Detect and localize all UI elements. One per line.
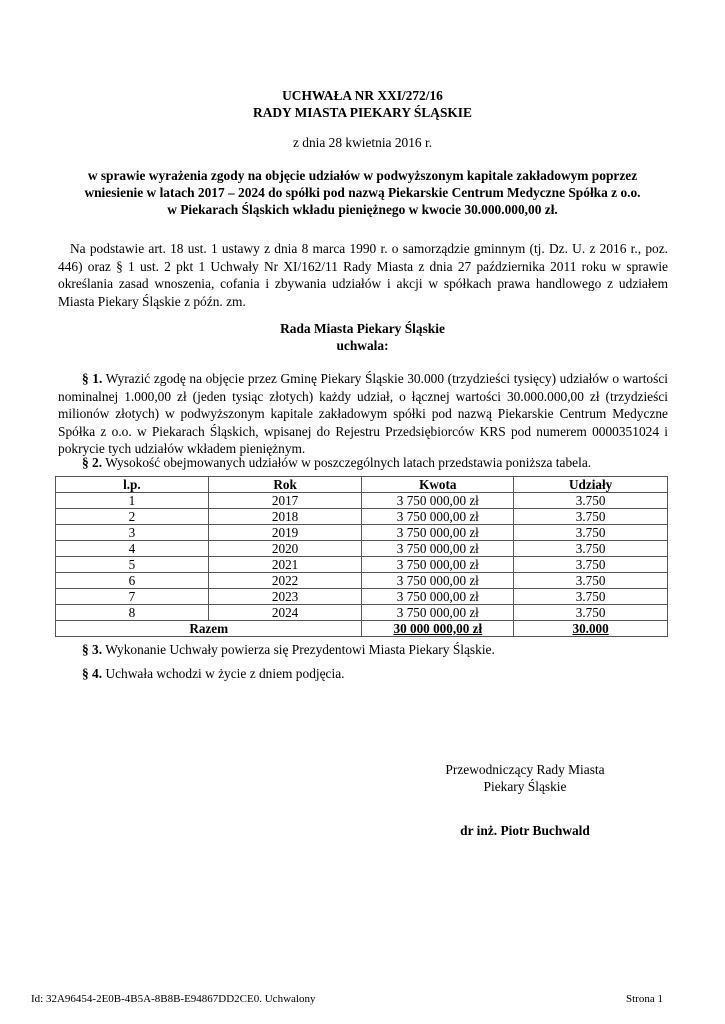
section-2-text: Wysokość obejmowanych udziałów w poszczególnych latach przedstawia poniższa tabela.: [102, 455, 592, 470]
subject-line-2: wniesienie w latach 2017 – 2024 do spółki pod nazwą Piekarskie Centrum Medyczne Spółka z o.o.: [84, 185, 641, 200]
table-total-row: [56, 621, 668, 637]
total-shares: [514, 621, 668, 637]
cell-shares: 3.750: [514, 557, 668, 573]
signatory-role: [400, 761, 650, 795]
cell-year: 2021: [208, 557, 362, 573]
section-1-text: Wyrazić zgodę na objęcie przez Gminę Piekary Śląskie 30.000 (trzydzieści tysięcy) udziałów o wartości nominalnej 1.000,00 zł (jeden tysiąc złotych) każdy udział, o łącznej wartości 30.000.000,00 zł (trzydzieści milionów złotych) w podwyższonym kapitale zakładowym spółki pod nazwą Piekarskie Centrum Medyczne Spółka z o.o. w Piekarach Śląskich, wpisanej do Rejestru Przedsiębiorców KRS pod numerem 0000351024 i pokrycie tych udziałów wkładem pieniężnym.: [58, 371, 669, 456]
cell-year: 2017: [208, 493, 362, 509]
resolution-title: [0, 87, 725, 121]
cell-amount: 3 750 000,00 zł: [362, 525, 514, 541]
header-shares: Udziały: [514, 477, 668, 493]
cell-amount: 3 750 000,00 zł: [362, 509, 514, 525]
table-row: [56, 605, 668, 621]
cell-year: 2020: [208, 541, 362, 557]
section-2-paragraph: [82, 455, 591, 471]
resolution-date: z dnia 28 kwietnia 2016 r.: [292, 135, 433, 150]
section-1-paragraph: [58, 370, 668, 458]
section-2-label: § 2.: [82, 455, 103, 470]
section-4-label: § 4.: [82, 666, 103, 681]
section-3-paragraph: [82, 642, 495, 658]
cell-lp: 1: [56, 493, 209, 509]
section-4-text: Uchwała wchodzi w życie z dniem podjęcia.: [102, 666, 345, 681]
section-3-text: Wykonanie Uchwały powierza się Prezydentowi Miasta Piekary Śląskie.: [102, 642, 495, 657]
document-id-footer: Id: 32A96454-2E0B-4B5A-8B8B-E94867DD2CE0. Uchwalony: [31, 993, 316, 1005]
header-year: Rok: [208, 477, 362, 493]
cell-lp: 5: [56, 557, 209, 573]
cell-lp: 3: [56, 525, 209, 541]
table-row: [56, 493, 668, 509]
section-4-paragraph: [82, 666, 345, 682]
signatory-role-line-2: Piekary Śląskie: [483, 779, 567, 794]
cell-year: 2018: [208, 509, 362, 525]
section-1-label: § 1.: [82, 371, 103, 386]
table-row: [56, 509, 668, 525]
signatory-role-line-1: Przewodniczący Rady Miasta: [445, 762, 605, 777]
council-name: RADY MIASTA PIEKARY ŚLĄSKIE: [253, 105, 472, 120]
cell-year: 2019: [208, 525, 362, 541]
cell-lp: 7: [56, 589, 209, 605]
cell-year: 2023: [208, 589, 362, 605]
subject-line-1: w sprawie wyrażenia zgody na objęcie udziałów w podwyższonym kapitale zakładowym poprzez: [87, 168, 638, 183]
total-amount: [362, 621, 514, 637]
table-row: [56, 541, 668, 557]
table-row: [56, 525, 668, 541]
cell-amount: 3 750 000,00 zł: [362, 557, 514, 573]
table-row: [56, 589, 668, 605]
table-row: [56, 557, 668, 573]
council-resolves-heading: [0, 320, 725, 354]
cell-shares: 3.750: [514, 605, 668, 621]
signatory-name: dr inż. Piotr Buchwald: [460, 823, 590, 838]
cell-amount: 3 750 000,00 zł: [362, 493, 514, 509]
cell-amount: 3 750 000,00 zł: [362, 573, 514, 589]
total-amount-value: 30 000 000,00 zł: [393, 620, 483, 636]
council-heading-line-1: Rada Miasta Piekary Śląskie: [280, 321, 445, 336]
total-shares-value: 30.000: [572, 620, 609, 636]
legal-basis-paragraph: Na podstawie art. 18 ust. 1 ustawy z dnia 8 marca 1990 r. o samorządzie gminnym (tj. Dz. U. z 2016 r., poz. 446) oraz § 1 ust. 2 pkt 1 Uchwały Nr XI/162/11 Rady Miasta z dnia 27 października 2011 roku w sprawie określania zasad wnoszenia, cofania i zbywania udziałów i akcji w spółkach prawa handlowego z udziałem Miasta Piekary Śląskie z późn. zm.: [58, 241, 668, 309]
section-3-label: § 3.: [82, 642, 103, 657]
cell-amount: 3 750 000,00 zł: [362, 605, 514, 621]
cell-lp: 6: [56, 573, 209, 589]
cell-shares: 3.750: [514, 541, 668, 557]
cell-lp: 4: [56, 541, 209, 557]
cell-year: 2022: [208, 573, 362, 589]
cell-shares: 3.750: [514, 525, 668, 541]
shares-schedule-table: [55, 476, 668, 637]
cell-shares: 3.750: [514, 589, 668, 605]
subject-line-3: w Piekarach Śląskich wkładu pieniężnego w kwocie 30.000.000,00 zł.: [167, 202, 558, 217]
header-amount: Kwota: [362, 477, 514, 493]
council-heading-line-2: uchwala:: [336, 338, 389, 353]
table-row: [56, 573, 668, 589]
cell-year: 2024: [208, 605, 362, 621]
table-header-row: [56, 477, 668, 493]
cell-shares: 3.750: [514, 573, 668, 589]
resolution-subject: [60, 167, 665, 218]
resolution-number: UCHWAŁA NR XXI/272/16: [282, 88, 443, 103]
cell-shares: 3.750: [514, 509, 668, 525]
total-label: Razem: [56, 621, 362, 637]
cell-shares: 3.750: [514, 493, 668, 509]
header-lp: l.p.: [56, 477, 209, 493]
cell-amount: 3 750 000,00 zł: [362, 589, 514, 605]
cell-lp: 8: [56, 605, 209, 621]
page-number: Strona 1: [626, 993, 663, 1005]
cell-amount: 3 750 000,00 zł: [362, 541, 514, 557]
cell-lp: 2: [56, 509, 209, 525]
